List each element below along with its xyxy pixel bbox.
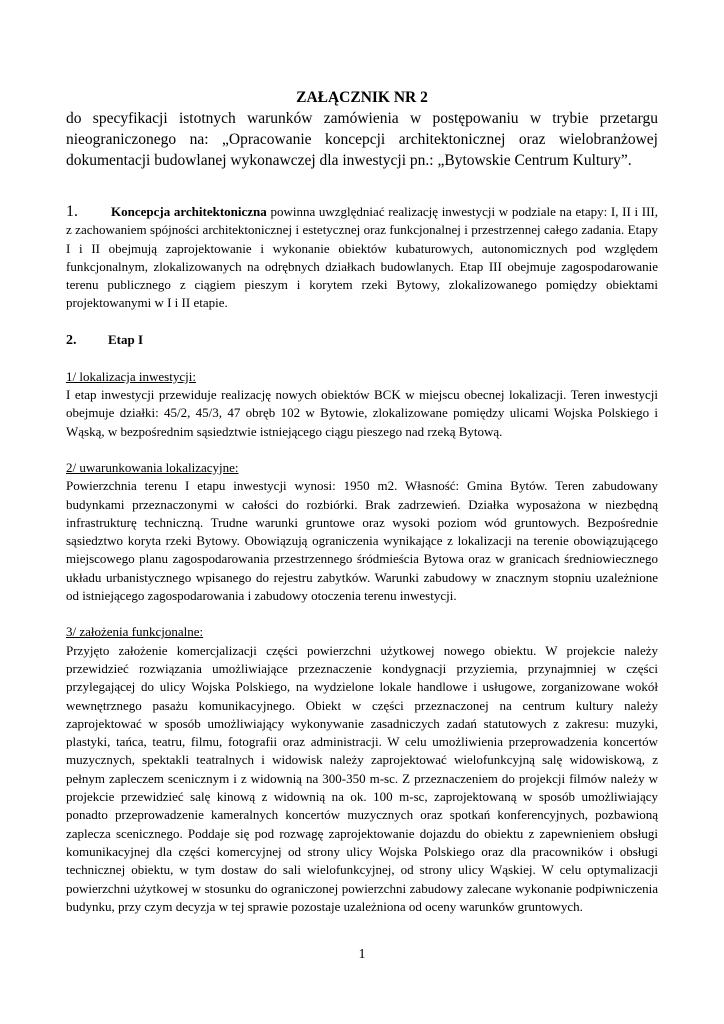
subsection-3-label: 3/ założenia funkcjonalne: (66, 624, 204, 640)
page-number: 1 (358, 947, 366, 962)
subsection-2-label: 2/ uwarunkowania lokalizacyjne: (66, 459, 239, 475)
document-title: ZAŁĄCZNIK NR 2 (296, 89, 428, 106)
section-1-paragraph (66, 203, 658, 313)
subsection-2-text: Powierzchnia terenu I etapu inwestycji wynosi: 1950 m2. Własność: Gmina Bytów. Teren zabudowany budynkami przeznaczonymi w całości do rozbiórki. Brak zadrzewień. Działka wyposażona w niezbędną infrastrukturę techniczną. Trudne warunki gruntowe oraz wysoki poziom wód gruntowych. Bezpośrednie sąsiedztwo koryta rzeki Bytowy. Obowiązują ograniczenia wynikające z lokalizacji na terenie obowiązującego miejscowego planu zagospodarowania przestrzennego śródmieścia Bytowa oraz w granicach średniowiecznego układu urbanistycznego wpisanego do rejestru zabytków. Warunki zabudowy w znacznym stopniu uzależnione od istniejącego zagospodarowania i zabudowy otoczenia terenu inwestycji. (66, 478, 658, 604)
section-1-text: powinna uwzględniać realizację inwestycji w podziale na etapy: I, II i III, z zachowaniem spójności architektonicznej i estetycznej oraz funkcjonalnej i przestrzennej całego zadania. Etapy I i II obejmują zaprojektowanie i wykonanie obiektów kubaturowych, autonomicznych pod względem funkcjonalnym, zlokalizowanych na odrębnych działkach budowlanych. Etap III obejmuje zagospodarowanie terenu publicznego z ciągiem pieszym i korytem rzeki Bytowy, zlokalizowanego pomiędzy obiektami projektowanymi w I i II etapie. (66, 204, 658, 311)
subsection-3-text: Przyjęto założenie komercjalizacji części powierzchni użytkowej nowego obiektu. W projekcie należy przewidzieć rozwiązania umożliwiające przeznaczenie kondygnacji przyziemia, przynajmniej w części przylegającej do ulicy Wojska Polskiego, na wydzielone lokale handlowe i usługowe, zorganizowane wokół wewnętrznego pasażu komunikacyjnego. Obiekt w części przeznaczonej na centrum kultury należy zaprojektować w sposób umożliwiający wykonywanie zasadniczych zadań statutowych z zakresu: muzyki, plastyki, tańca, teatru, filmu, fotografii oraz administracji. W celu umożliwienia przeprowadzenia koncertów muzycznych, spektakli teatralnych i widowisk należy zaprojektować wielofunkcyjną salę widowiskową, z pełnym zapleczem scenicznym i z widownią na 300-350 m-sc. Z przeznaczeniem do projekcji filmów należy w projekcie przewidzieć salę kinową z widownią na ok. 100 m-sc, zaprojektowaną w sposób umożliwiający ponadto przeprowadzenie kameralnych koncertów muzycznych oraz spotkań konferencyjnych, pozbawioną zaplecza scenicznego. Poddaje się pod rozwagę zaprojektowanie dojazdu do obiektu z zapewnieniem obsługi komunikacyjnej dla części komercyjnej od strony ulicy Wojska Polskiego oraz dla pracowników i obsługi technicznej obiektu, w tym dostaw do sali wielofunkcyjnej, od strony ulicy Wąskiej. W celu optymalizacji powierzchni użytkowej w stosunku do ograniczonej powierzchni zabudowy zalecane wykonanie podpiwniczenia budynku, przy czym decyzja w tej sprawie pozostaje uzależniona od oceny warunków gruntowych. (66, 642, 658, 914)
section-2-number: 2. (66, 332, 77, 348)
section-1-bold-lead: Koncepcja architektoniczna (111, 204, 267, 219)
section-2-title: Etap I (108, 331, 144, 347)
document-page (66, 88, 658, 916)
intro-paragraph: do specyfikacji istotnych warunków zamówienia w postępowaniu w trybie przetargu nieograniczonego na: „Opracowanie koncepcji architektonicznej oraz wielobranżowej dokumentacji budowlanej wykonawczej dla inwestycji pn.: „Bytowskie Centrum Kultury”. (66, 110, 658, 169)
subsection-1-text: I etap inwestycji przewiduje realizację nowych obiektów BCK w miejscu obecnej lokalizacji. Teren inwestycji obejmuje działki: 45/2, 45/3, 47 obręb 102 w Bytowie, zlokalizowane pomiędzy ulicami Wojska Polskiego i Wąską, w bezpośrednim sąsiedztwie istniejącego ciągu pieszego nad rzeką Bytową. (66, 387, 658, 439)
section-1-number: 1. (66, 203, 78, 220)
subsection-1-label: 1/ lokalizacja inwestycji: (66, 368, 196, 384)
section-2-heading (66, 331, 658, 350)
